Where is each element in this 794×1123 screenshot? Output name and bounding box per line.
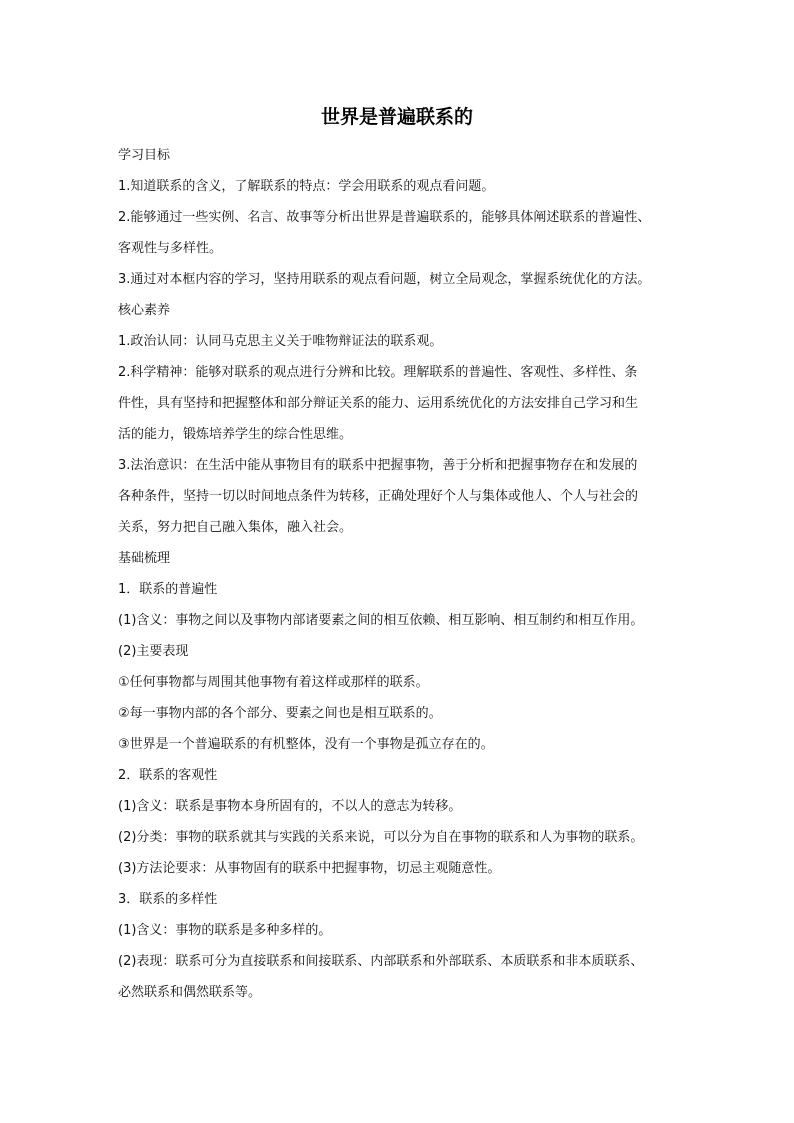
text-line: 关系，努力把自己融入集体，融入社会。 <box>118 520 353 535</box>
text-line: (2)表现：联系可分为直接联系和间接联系、内部联系和外部联系、本质联系和非本质联系、 <box>118 954 644 969</box>
section-heading-core-literacy: 核心素养 <box>118 303 171 318</box>
text-line: 1.政治认同：认同马克思主义关于唯物辩证法的联系观。 <box>118 334 443 349</box>
text-line: (2)主要表现 <box>118 644 189 659</box>
text-line: 3.通过对本框内容的学习，坚持用联系的观点看问题，树立全局观念，掌握系统优化的方法。 <box>118 272 651 287</box>
text-line: (1)含义：事物之间以及事物内部诸要素之间的相互依赖、相互影响、相互制约和相互作用。 <box>118 613 644 628</box>
text-line: (3)方法论要求：从事物固有的联系中把握事物，切忌主观随意性。 <box>118 861 501 876</box>
text-line: 各种条件，坚持一切以时间地点条件为转移，正确处理好个人与集体或他人、个人与社会的 <box>118 489 639 504</box>
subsection-heading: 2．联系的客观性 <box>118 768 218 783</box>
text-line: 客观性与多样性。 <box>118 241 223 256</box>
page-title: 世界是普遍联系的 <box>320 106 473 128</box>
text-line: 2.能够通过一些实例、名言、故事等分析出世界是普遍联系的，能够具体阐述联系的普遍性、 <box>118 210 651 225</box>
section-heading-learning-goals: 学习目标 <box>118 148 171 163</box>
list-item: ②每一事物内部的各个部分、要素之间也是相互联系的。 <box>118 706 442 721</box>
list-item: ③世界是一个普遍联系的有机整体，没有一个事物是孤立存在的。 <box>118 737 494 752</box>
text-line: (2)分类：事物的联系就其与实践的关系来说，可以分为自在事物的联系和人为事物的联系。 <box>118 830 644 845</box>
text-line: 活的能力，锻炼培养学生的综合性思维。 <box>118 427 353 442</box>
text-line: 1.知道联系的含义，了解联系的特点：学会用联系的观点看问题。 <box>118 179 495 194</box>
text-line: (1)含义：联系是事物本身所固有的，不以人的意志为转移。 <box>118 799 462 814</box>
text-line: 3.法治意识：在生活中能从事物目有的联系中把握事物，善于分析和把握事物存在和发展的 <box>118 458 638 473</box>
section-heading-basics: 基础梳理 <box>118 551 171 566</box>
subsection-heading: 1．联系的普遍性 <box>118 582 218 597</box>
text-line: 必然联系和偶然联系等。 <box>118 985 262 1000</box>
text-line: (1)含义：事物的联系是多种多样的。 <box>118 923 332 938</box>
text-line: 件性，具有坚持和把握整体和部分辩证关系的能力、运用系统优化的方法安排自己学习和生 <box>118 396 639 411</box>
subsection-heading: 3．联系的多样性 <box>118 892 218 907</box>
document-body <box>118 140 686 1008</box>
list-item: ①任何事物都与周围其他事物有着这样或那样的联系。 <box>118 675 429 690</box>
text-line: 2.科学精神：能够对联系的观点进行分辨和比较。理解联系的普遍性、客观性、多样性、条 <box>118 365 638 380</box>
